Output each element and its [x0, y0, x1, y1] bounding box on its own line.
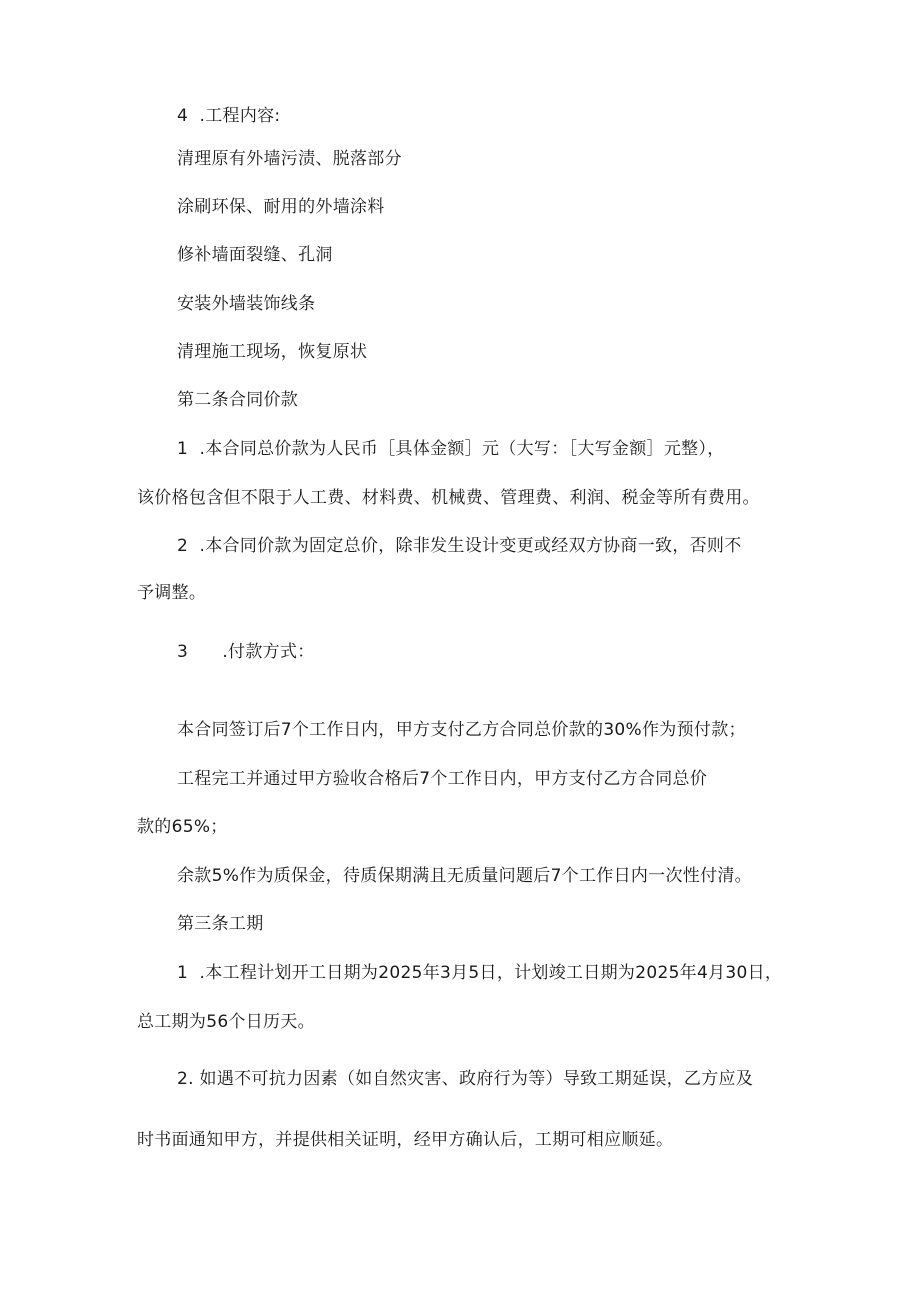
- section-heading-schedule: 第三条工期: [177, 914, 264, 934]
- price-clause-1-line-1: 1 .本合同总价款为人民币［具体金额］元（大写：［大写金额］元整），: [177, 439, 725, 459]
- price-clause-1-line-2: 该价格包含但不限于人工费、材料费、机械费、管理费、利润、税金等所有费用。: [137, 488, 760, 508]
- price-clause-2-line-1: 2 .本合同价款为固定总价，除非发生设计变更或经双方协商一致，否则不: [177, 536, 742, 556]
- item-4-heading: 4 .工程内容:: [177, 106, 281, 126]
- payment-heading: 3 .付款方式：: [177, 642, 315, 662]
- schedule-clause-1-line-1: 1 .本工程计划开工日期为2025年3月5日，计划竣工日期为2025年4月30日，: [177, 963, 783, 983]
- payment-item-2-line-1: 工程完工并通过甲方验收合格后7个工作日内，甲方支付乙方合同总价: [177, 769, 708, 789]
- payment-item-2-line-2: 款的65%；: [137, 817, 228, 837]
- work-item-5: 清理施工现场，恢复原状: [177, 342, 368, 362]
- schedule-clause-2-line-1: 2. 如遇不可抗力因素（如自然灾害、政府行为等）导致工期延误，乙方应及: [177, 1069, 754, 1089]
- payment-item-1: 本合同签订后7个工作日内，甲方支付乙方合同总价款的30%作为预付款；: [177, 720, 746, 740]
- schedule-clause-1-line-2: 总工期为56个日历天。: [137, 1012, 315, 1032]
- price-clause-2-line-2: 予调整。: [137, 583, 207, 603]
- work-item-3: 修补墙面裂缝、孔洞: [177, 245, 333, 265]
- work-item-4: 安装外墙装饰线条: [177, 294, 316, 314]
- payment-item-3: 余款5%作为质保金，待质保期满且无质量问题后7个工作日内一次性付清。: [177, 866, 752, 886]
- schedule-clause-2-line-2: 时书面通知甲方，并提供相关证明，经甲方确认后，工期可相应顺延。: [137, 1130, 674, 1150]
- work-item-2: 涂刷环保、耐用的外墙涂料: [177, 197, 385, 217]
- work-item-1: 清理原有外墙污渍、脱落部分: [177, 149, 402, 169]
- section-heading-price: 第二条合同价款: [177, 390, 299, 410]
